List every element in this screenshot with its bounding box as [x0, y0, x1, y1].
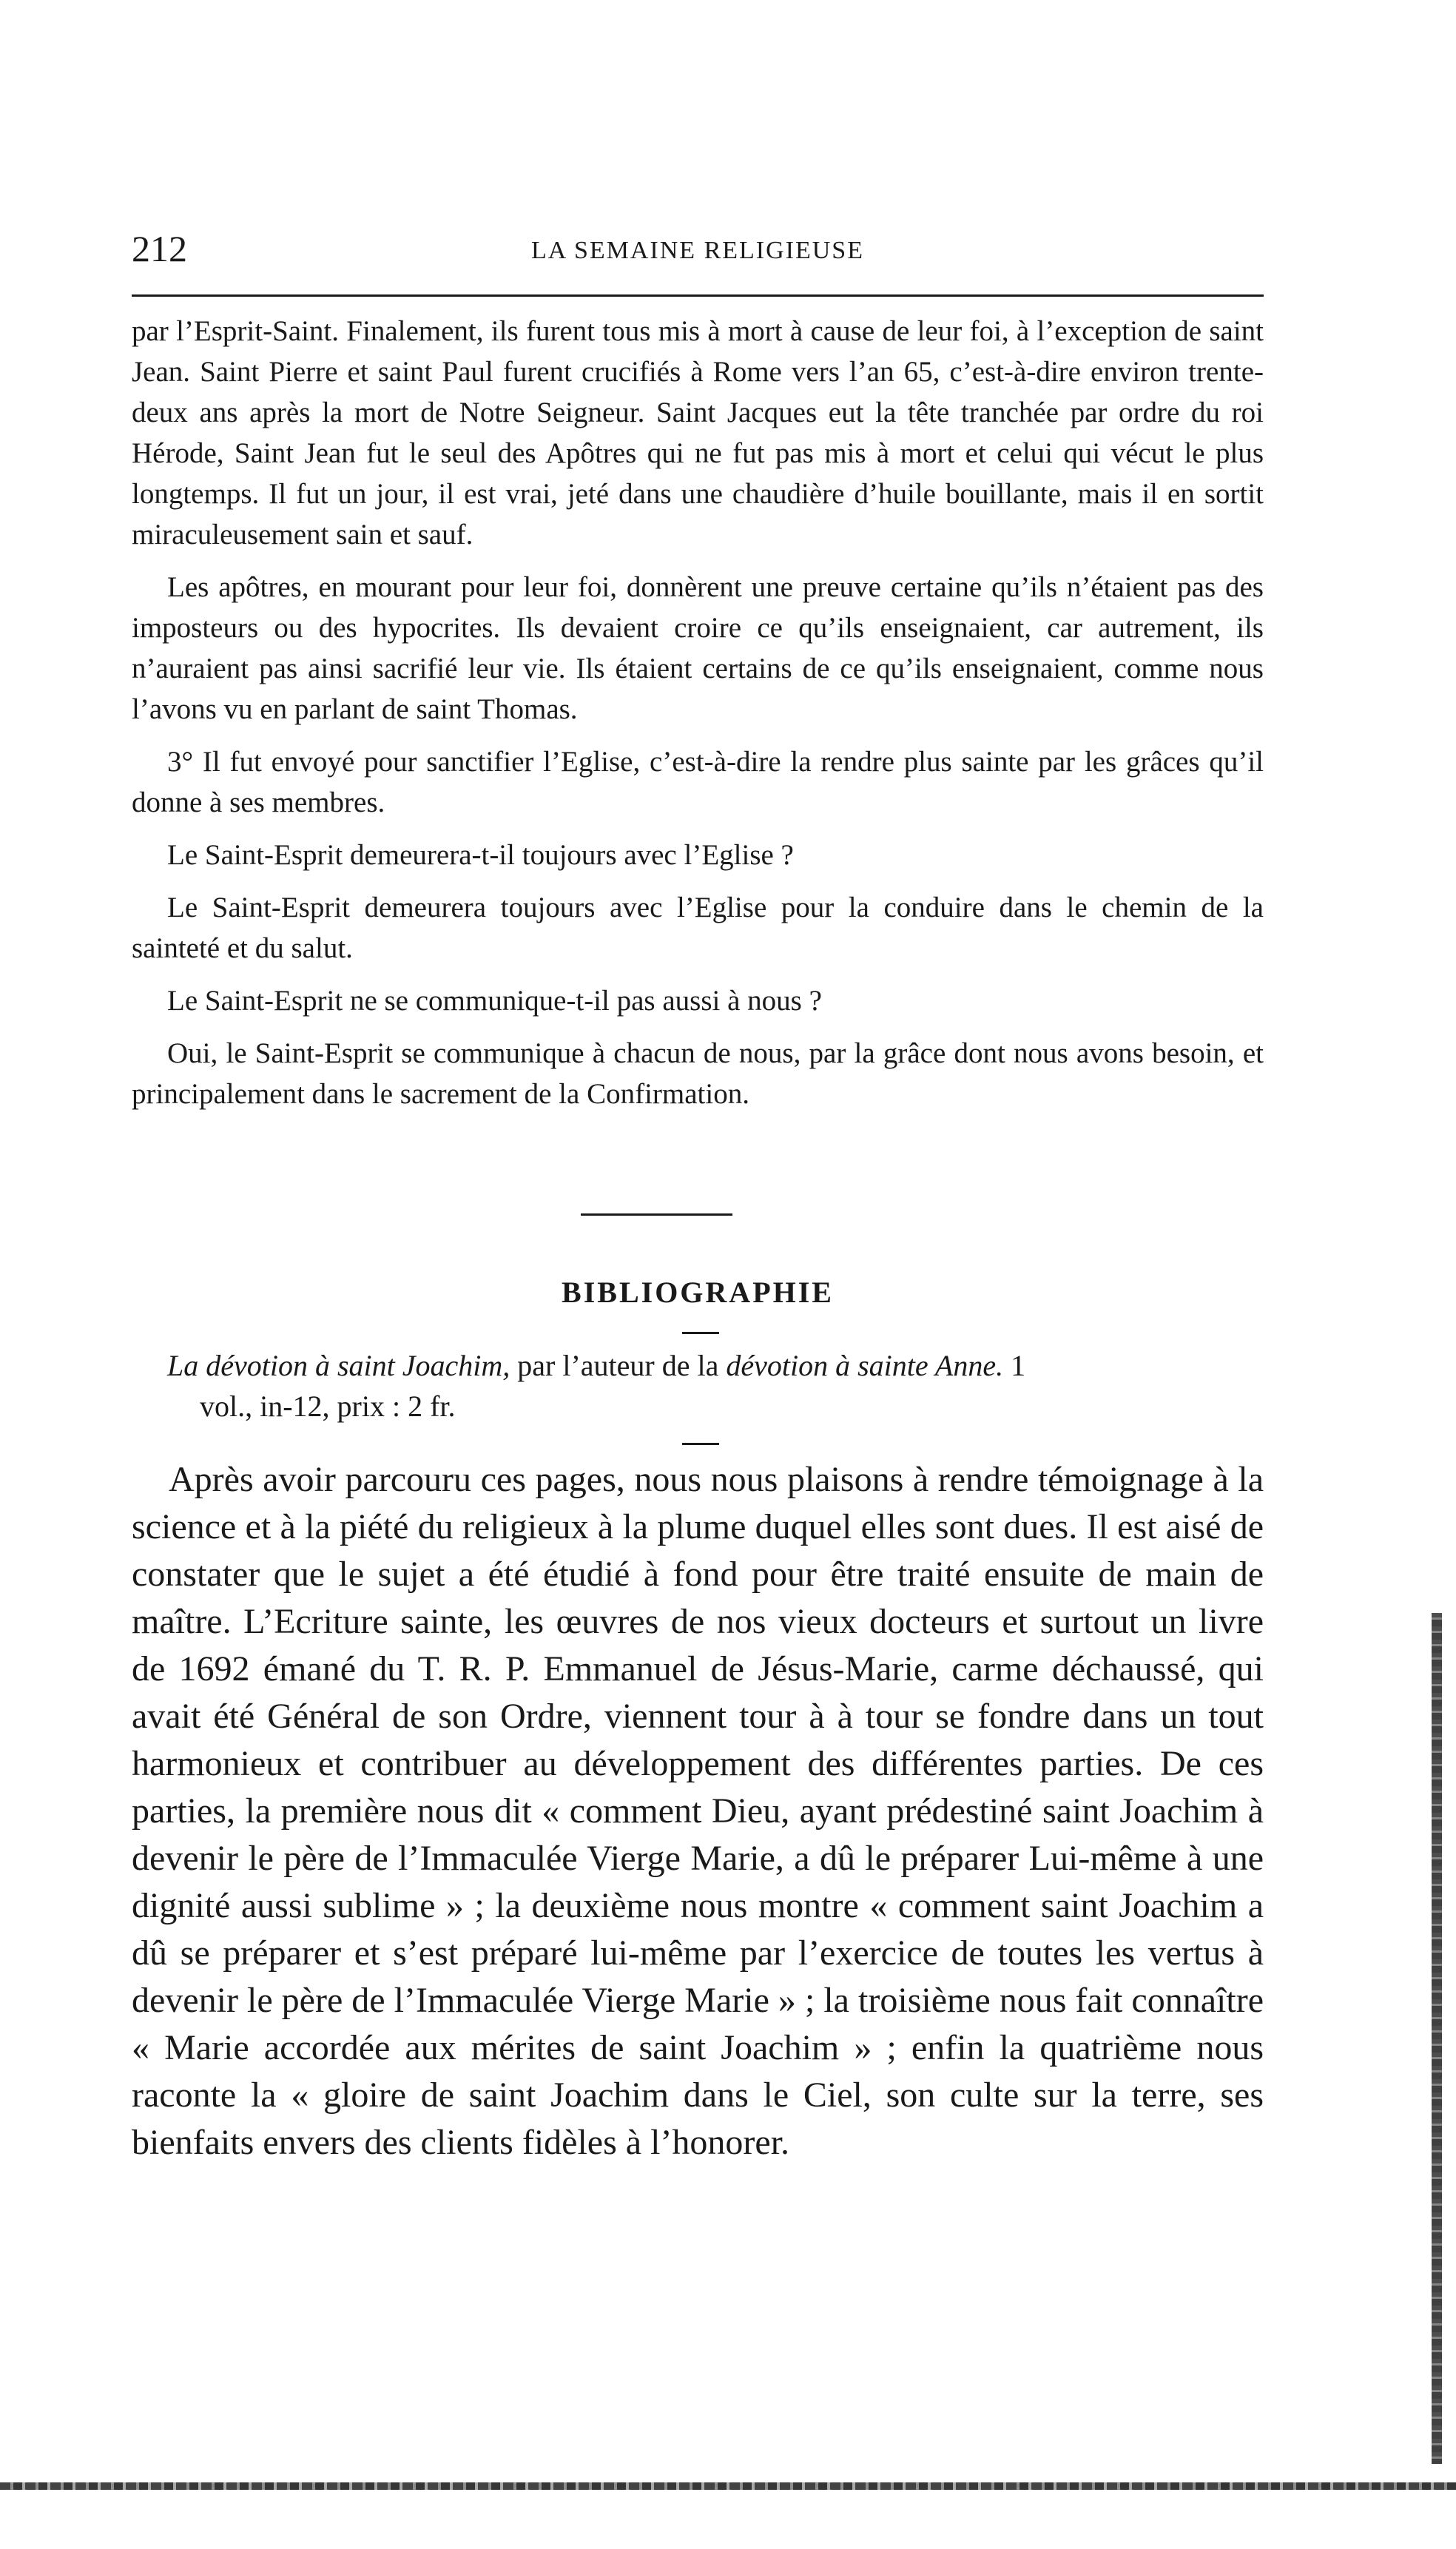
page-number: 212 [132, 228, 187, 269]
review-paragraph: Après avoir parcouru ces pages, nous nous plaisons à rendre témoignage à la science et à la piété du religieux à la plume duquel elles sont dues. Il est aisé de constater que le sujet a été étudié à fond pour être traité ensuite de main de maître. L’Ecriture sainte, les œuvres de nos vieux docteurs et surtout un livre de 1692 émané du T. R. P. Emmanuel de Jésus-Marie, carme déchaussé, qui avait été Général de son Ordre, viennent tour à à tour se fondre dans un tout harmonieux et contribuer au développement des différentes parties. De ces parties, la première nous dit « comment Dieu, ayant prédestiné saint Joachim à devenir le père de l’Immaculée Vierge Marie, a dû le préparer Lui-même à une dignité aussi sublime » ; la deuxième nous montre « comment saint Joachim a dû se préparer et s’est préparé lui-même par l’exercice de toutes les vertus à devenir le père de l’Immaculée Vierge Marie » ; la troisième nous fait connaître « Marie accordée aux mérites de saint Joachim » ; enfin la quatrième nous raconte la « gloire de saint Joachim dans le Ciel, son culte sur la terre, ses bienfaits envers des clients fidèles à l’honorer. [132, 1460, 1264, 2162]
author-phrase: par l’auteur de la [510, 1349, 727, 1382]
scan-edge-shadow [1432, 1613, 1442, 2464]
section-divider [581, 1213, 732, 1216]
running-title: LA SEMAINE RELIGIEUSE [531, 237, 864, 264]
bibliography-entry-line [132, 1345, 1264, 1386]
answer-holy-spirit-us: Oui, le Saint-Esprit se communique à chacun de nous, par la grâce dont nous avons besoin, et principalement dans le sacrement de la Confirmation. [132, 1037, 1264, 1110]
bibliography-details: vol., in-12, prix : 2 fr. [200, 1390, 456, 1423]
title-dash [682, 1332, 719, 1334]
reference-title: dévotion à sainte Anne. [726, 1349, 1004, 1382]
book-title: La dévotion à saint Joachim, [167, 1349, 510, 1382]
answer-holy-spirit-church: Le Saint-Esprit demeurera toujours avec l’Eglise pour la conduire dans le chemin de la sainteté et du salut. [132, 892, 1264, 964]
header-rule [132, 294, 1264, 297]
question-holy-spirit-church: Le Saint-Esprit demeurera-t-il toujours avec l’Eglise ? [167, 839, 794, 871]
section-title: BIBLIOGRAPHIE [562, 1276, 834, 1309]
page-header [132, 222, 1264, 281]
volume-count: 1 [1003, 1349, 1026, 1382]
scan-bottom-border [0, 2482, 1456, 2490]
bibliography-entry [132, 1345, 1264, 1427]
paragraph-apostles-deaths: par l’Esprit-Saint. Finalement, ils furent tous mis à mort à cause de leur foi, à l’exception de saint Jean. Saint Pierre et saint Paul furent crucifiés à Rome vers l’an 65, c’est-à-dire environ trente-deux ans après la mort de Notre Seigneur. Saint Jacques eut la tête tranchée par ordre du roi Hérode, Saint Jean fut le seul des Apôtres qui ne fut pas mis à mort et celui qui vécut le plus longtemps. Il fut un jour, il est vrai, jeté dans une chaudière d’huile bouillante, mais il en sortit miraculeusement sain et sauf. [132, 315, 1264, 550]
question-holy-spirit-us: Le Saint-Esprit ne se communique-t-il pas aussi à nous ? [167, 985, 822, 1017]
paragraph-sanctify-church: 3° Il fut envoyé pour sanctifier l’Eglise, c’est-à-dire la rendre plus sainte par les grâces qu’il donne à ses membres. [132, 746, 1264, 818]
catechism-text [132, 311, 1264, 1126]
entry-dash [682, 1443, 719, 1445]
paragraph-apostles-proof: Les apôtres, en mourant pour leur foi, donnèrent une preuve certaine qu’ils n’étaient pas des imposteurs ou des hypocrites. Ils devaient croire ce qu’ils enseignaient, car autrement, ils n’auraient pas ainsi sacrifié leur vie. Ils étaient certains de ce qu’ils enseignaient, comme nous l’avons vu en parlant de saint Thomas. [132, 571, 1264, 725]
book-review [132, 1456, 1264, 2166]
